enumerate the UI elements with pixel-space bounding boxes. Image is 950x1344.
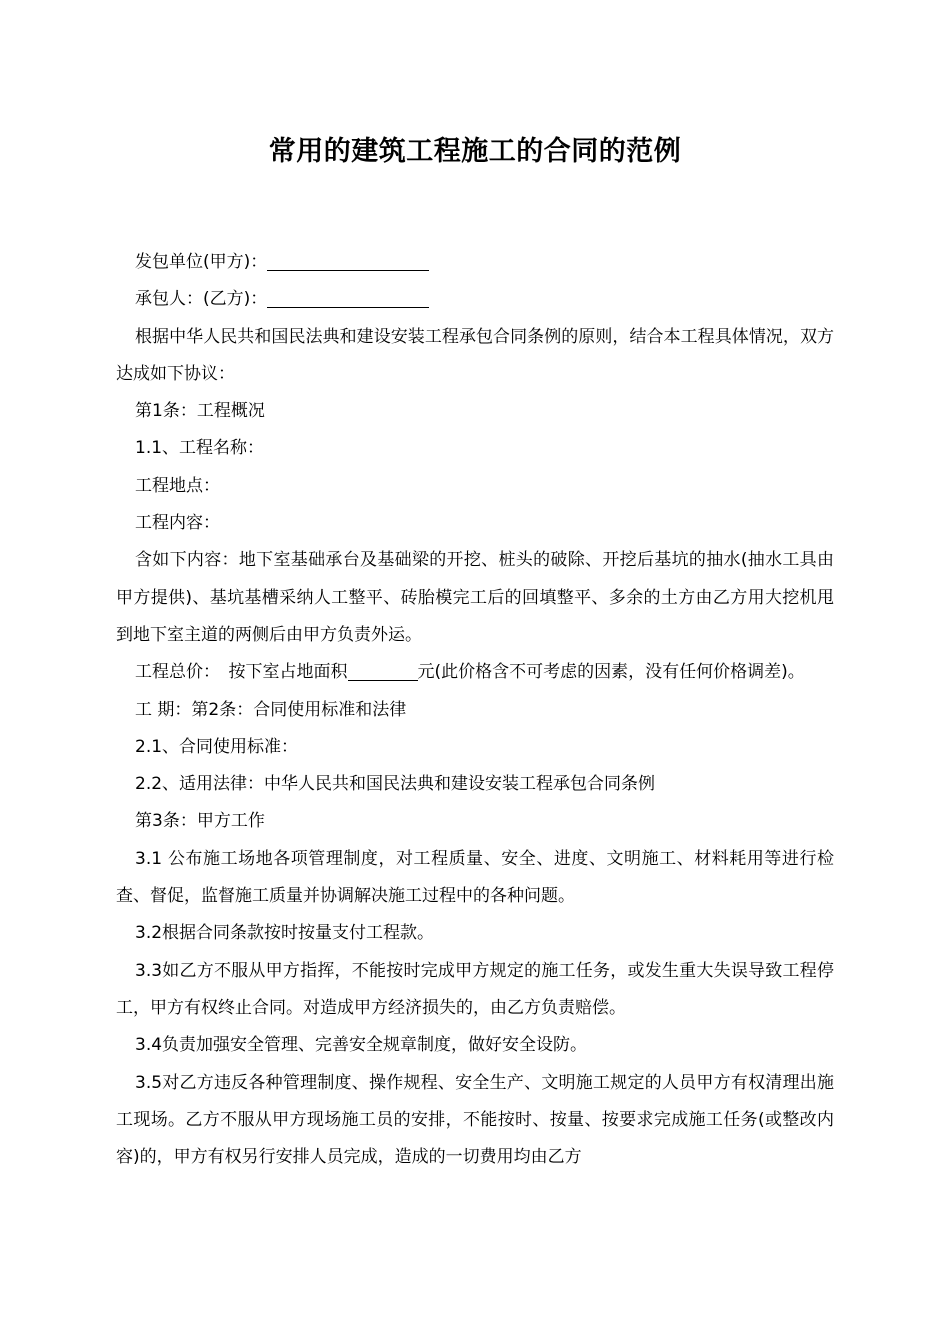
clause-2-1: 2.1、合同使用标准： (135, 736, 299, 757)
party-a-field (116, 244, 834, 281)
period-article-2: 工 期：第2条：合同使用标准和法律 (135, 699, 407, 720)
party-a-label: 发包单位(甲方)： (135, 252, 268, 272)
clause-1-1: 1.1、工程名称： (135, 438, 265, 459)
total-price-paragraph (116, 654, 834, 691)
clause-3-5: 3.5对乙方违反各种管理制度、操作规程、安全生产、文明施工规定的人员甲方有权清理出施工现场。乙方不服从甲方现场施工员的安排，不能按时、按量、按要求完成施工任务(或整改内容)的，甲方有权另行安排人员完成，造成的一切费用均由乙方 (116, 1072, 834, 1168)
party-b-field (116, 281, 834, 318)
document-body (116, 244, 834, 1176)
article-1-heading: 第1条：工程概况 (135, 401, 265, 422)
clause-3-4: 3.4负责加强安全管理、完善安全规章制度，做好安全设防。 (135, 1035, 588, 1056)
party-b-label: 承包人：(乙方)： (135, 289, 268, 310)
includes-paragraph: 含如下内容：地下室基础承台及基础梁的开挖、桩头的破除、开挖后基坑的抽水(抽水工具由甲方提供)、基坑基槽采纳人工整平、砖胎模完工后的回填整平、多余的土方由乙方用大挖机甩到地下室主道的两侧后由甲方负责外运。 (116, 550, 834, 645)
price-prefix: 工程总价： 按下室占地面积 (135, 662, 348, 683)
clause-2-2: 2.2、适用法律：中华人民共和国民法典和建设安装工程承包合同条例 (135, 774, 656, 795)
party-a-blank[interactable] (267, 250, 429, 271)
project-location: 工程地点： (135, 475, 220, 496)
price-suffix: 元(此价格含不可考虑的因素，没有任何价格调差)。 (417, 662, 805, 683)
intro-paragraph: 根据中华人民共和国民法典和建设安装工程承包合同条例的原则，结合本工程具体情况，双方达成如下协议： (116, 326, 834, 384)
price-blank[interactable] (348, 660, 418, 681)
clause-3-1: 3.1 公布施工场地各项管理制度，对工程质量、安全、进度、文明施工、材料耗用等进行检查、督促，监督施工质量并协调解决施工过程中的各种问题。 (116, 848, 834, 907)
clause-3-2: 3.2根据合同条款按时按量支付工程款。 (135, 923, 435, 944)
clause-3-3: 3.3如乙方不服从甲方指挥，不能按时完成甲方规定的施工任务，或发生重大失误导致工程停工，甲方有权终止合同。对造成甲方经济损失的，由乙方负责赔偿。 (116, 960, 834, 1018)
party-b-blank[interactable] (267, 287, 429, 308)
article-3-heading: 第3条：甲方工作 (135, 811, 265, 832)
project-content: 工程内容： (135, 513, 220, 534)
document-title: 常用的建筑工程施工的合同的范例 (268, 136, 682, 167)
